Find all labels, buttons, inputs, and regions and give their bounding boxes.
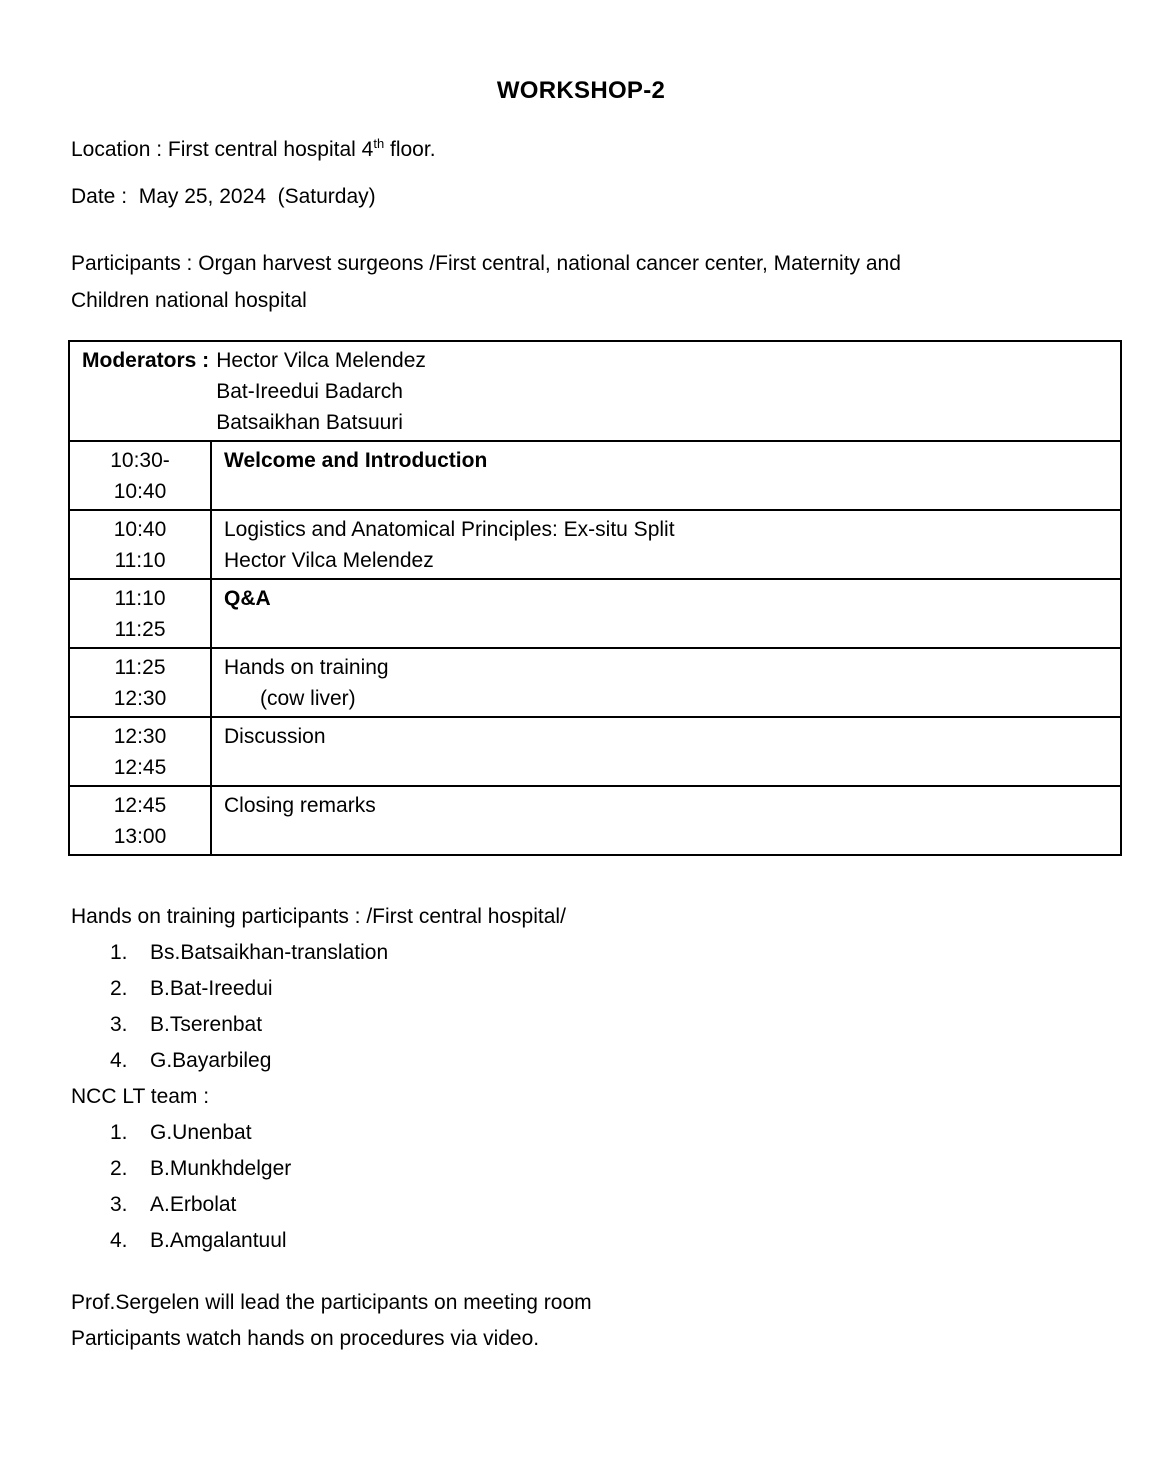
list-item [71,935,1091,971]
list-item [71,1187,1091,1223]
time-text: 10:40 [113,518,167,541]
session-text: Hector Vilca Melendez [224,549,434,572]
time-text: 13:00 [113,825,167,848]
ncc-lt-team-list [71,1115,1091,1259]
session-text: Closing remarks [224,794,376,817]
list-item-name: A.Erbolat [150,1193,237,1216]
moderator-name: Hector Vilca Melendez [216,349,426,372]
list-item-name: B.Bat-Ireedui [150,977,273,1000]
time-cell [69,510,211,579]
time-cell [69,717,211,786]
time-text: 11:10 [114,549,166,572]
list-item [71,1151,1091,1187]
schedule-row [69,648,1121,717]
session-text: (cow liver) [260,687,356,710]
time-text: 10:30- [110,449,170,472]
schedule-row [69,579,1121,648]
time-cell [69,579,211,648]
location-line [71,131,1091,168]
moderators-cell [69,341,1121,441]
session-text: Q&A [224,587,271,610]
hands-on-training-list [71,935,1091,1079]
list-item-name: Bs.Batsaikhan-translation [150,941,389,964]
list-item [71,1115,1091,1151]
list-item-name: B.Munkhdelger [150,1157,292,1180]
list-item-number: 2. [110,1157,128,1180]
list-item-number: 1. [110,1121,128,1144]
time-cell [69,786,211,855]
list-item-number: 4. [110,1049,128,1072]
session-text: Logistics and Anatomical Principles: Ex-situ Split [224,518,675,541]
moderators-name-list [216,345,426,438]
document-page [0,76,1162,1357]
list-item-number: 4. [110,1229,128,1252]
session-cell [211,648,1121,717]
list-item-number: 3. [110,1193,128,1216]
time-text: 12:30 [113,725,167,748]
hands-on-training-heading: Hands on training participants : /First central hospital/ [71,905,566,928]
schedule-table [68,340,1122,856]
session-text: Welcome and Introduction [224,449,488,472]
moderators-row [69,341,1121,441]
list-item [71,1007,1091,1043]
list-item-number: 3. [110,1013,128,1036]
list-item-name: G.Bayarbileg [150,1049,272,1072]
session-cell [211,579,1121,648]
location-text: Location : First central hospital 4 [71,138,374,161]
schedule-row [69,441,1121,510]
session-cell [211,717,1121,786]
list-item-number: 2. [110,977,128,1000]
time-text: 12:45 [113,756,167,779]
participants-paragraph [71,245,1091,319]
session-text: Discussion [224,725,326,748]
list-item [71,1223,1091,1259]
session-cell [211,786,1121,855]
schedule-row [69,786,1121,855]
location-superscript: th [373,136,385,151]
time-text: 12:30 [113,687,167,710]
ncc-lt-team-heading: NCC LT team : [71,1085,210,1108]
list-item-name: B.Tserenbat [150,1013,263,1036]
session-text: Hands on training [224,656,389,679]
list-item [71,971,1091,1007]
list-item [71,1043,1091,1079]
list-item-name: B.Amgalantuul [150,1229,287,1252]
time-text: 12:45 [113,794,167,817]
time-text: 10:40 [113,480,167,503]
schedule-row [69,510,1121,579]
time-text: 11:10 [114,587,166,610]
participants-line-2: Children national hospital [71,289,307,312]
page-title: WORKSHOP-2 [496,77,666,104]
time-cell [69,648,211,717]
time-cell [69,441,211,510]
list-item-name: G.Unenbat [150,1121,252,1144]
location-suffix: floor. [384,138,436,161]
list-item-number: 1. [110,941,128,964]
participants-line-1: Participants : Organ harvest surgeons /First central, national cancer center, Maternity and [71,252,901,275]
moderator-name: Bat-Ireedui Badarch [216,380,403,403]
date-line: Date : May 25, 2024 (Saturday) [71,185,376,208]
footer-line-2: Participants watch hands on procedures via video. [71,1327,540,1350]
session-cell [211,441,1121,510]
schedule-row [69,717,1121,786]
time-text: 11:25 [114,656,166,679]
footer-line-1: Prof.Sergelen will lead the participants on meeting room [71,1291,592,1314]
moderators-label: Moderators : [82,349,210,372]
session-cell [211,510,1121,579]
moderator-name: Batsaikhan Batsuuri [216,411,403,434]
time-text: 11:25 [114,618,166,641]
